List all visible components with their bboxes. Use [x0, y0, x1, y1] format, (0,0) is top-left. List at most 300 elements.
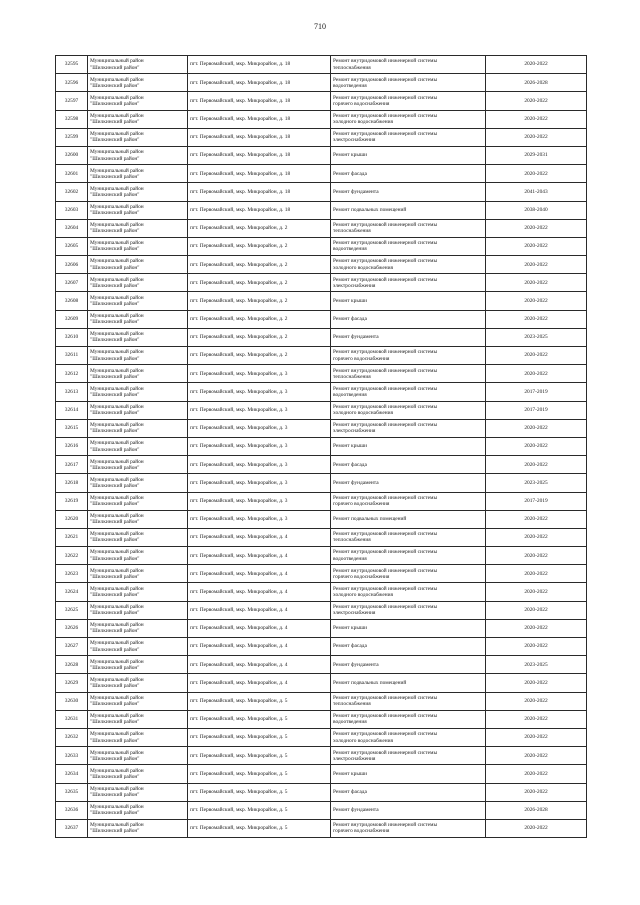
municipality-cell — [88, 274, 188, 292]
work-type-cell — [331, 146, 486, 164]
period-cell: 2020-2022 — [486, 128, 587, 146]
municipality-line: "Шилкинский район" — [90, 682, 140, 689]
work-type-line: электроснабжения — [333, 428, 376, 435]
work-type-line: Ремонт фасада — [333, 170, 367, 177]
municipality-line: Муниципальный район — [90, 349, 144, 356]
municipality-line: Муниципальный район — [90, 567, 144, 574]
registry-table-body — [56, 56, 587, 838]
record-number-cell: 32621 — [56, 528, 88, 546]
period-cell: 2020-2022 — [486, 547, 587, 565]
record-number-cell: 32609 — [56, 310, 88, 328]
municipality-cell — [88, 528, 188, 546]
address-cell: пгт. Первомайский, мкр. Микрорайон, д. 2 — [188, 237, 331, 255]
work-type-cell — [331, 747, 486, 765]
work-type-line: горячего водоснабжения — [333, 828, 390, 835]
municipality-line: Муниципальный район — [90, 240, 144, 247]
work-type-line: Ремонт фасада — [333, 461, 367, 468]
address-cell: пгт. Первомайский, мкр. Микрорайон, д. 5 — [188, 728, 331, 746]
address-cell: пгт. Первомайский, мкр. Микрорайон, д. 3 — [188, 365, 331, 383]
municipality-cell — [88, 747, 188, 765]
municipality-line: Муниципальный район — [90, 549, 144, 556]
municipality-cell — [88, 256, 188, 274]
municipality-cell — [88, 310, 188, 328]
address-cell: пгт. Первомайский, мкр. Микрорайон, д. 4 — [188, 656, 331, 674]
table-row — [56, 783, 587, 801]
municipality-line: Муниципальный район — [90, 731, 144, 738]
table-row — [56, 256, 587, 274]
table-row — [56, 492, 587, 510]
work-type-line: Ремонт крыши — [333, 297, 367, 304]
work-type-line: Ремонт подвальных помещений — [333, 679, 407, 686]
municipality-line: "Шилкинский район" — [90, 137, 140, 144]
work-type-line: Ремонт фундамента — [333, 807, 379, 814]
work-type-line: Ремонт внутридомовой инженерной системы — [333, 494, 438, 501]
municipality-cell — [88, 619, 188, 637]
municipality-line: Муниципальный район — [90, 94, 144, 101]
municipality-line: Муниципальный район — [90, 658, 144, 665]
record-number-cell: 32622 — [56, 547, 88, 565]
work-type-cell — [331, 74, 486, 92]
work-type-cell — [331, 365, 486, 383]
table-row — [56, 310, 587, 328]
period-cell: 2023-2025 — [486, 474, 587, 492]
address-cell: пгт. Первомайский, мкр. Микрорайон, д. 2 — [188, 256, 331, 274]
municipality-cell — [88, 547, 188, 565]
municipality-line: Муниципальный район — [90, 222, 144, 229]
municipality-line: Муниципальный район — [90, 694, 144, 701]
work-type-line: Ремонт внутридомовой инженерной системы — [333, 585, 438, 592]
municipality-line: "Шилкинский район" — [90, 391, 140, 398]
municipality-cell — [88, 128, 188, 146]
work-type-cell — [331, 328, 486, 346]
work-type-line: Ремонт фасада — [333, 788, 367, 795]
municipality-line: Муниципальный район — [90, 822, 144, 829]
municipality-line: "Шилкинский район" — [90, 792, 140, 799]
record-number-cell: 32624 — [56, 583, 88, 601]
work-type-line: Ремонт крыши — [333, 625, 367, 632]
municipality-line: "Шилкинский район" — [90, 373, 140, 380]
municipality-line: "Шилкинский район" — [90, 82, 140, 89]
municipality-cell — [88, 165, 188, 183]
table-row — [56, 146, 587, 164]
municipality-line: "Шилкинский район" — [90, 337, 140, 344]
record-number-cell: 32600 — [56, 146, 88, 164]
record-number-cell: 32597 — [56, 92, 88, 110]
period-cell: 2029-2031 — [486, 146, 587, 164]
work-type-line: Ремонт фундамента — [333, 661, 379, 668]
municipality-line: Муниципальный район — [90, 713, 144, 720]
work-type-line: Ремонт внутридомовой инженерной системы — [333, 749, 438, 756]
record-number-cell: 32628 — [56, 656, 88, 674]
table-row — [56, 347, 587, 365]
municipality-cell — [88, 328, 188, 346]
record-number-cell: 32601 — [56, 165, 88, 183]
record-number-cell: 32630 — [56, 692, 88, 710]
municipality-line: Муниципальный район — [90, 131, 144, 138]
period-cell: 2020-2022 — [486, 165, 587, 183]
record-number-cell: 32619 — [56, 492, 88, 510]
work-type-line: горячего водоснабжения — [333, 100, 390, 107]
address-cell: пгт. Первомайский, мкр. Микрорайон, д. 2 — [188, 292, 331, 310]
work-type-line: Ремонт внутридомовой инженерной системы — [333, 94, 438, 101]
table-row — [56, 56, 587, 74]
period-cell: 2017-2019 — [486, 492, 587, 510]
municipality-line: Муниципальный район — [90, 458, 144, 465]
municipality-line: "Шилкинский район" — [90, 319, 140, 326]
work-type-line: теплоснабжения — [333, 373, 371, 380]
work-type-cell — [331, 819, 486, 837]
municipality-line: Муниципальный район — [90, 604, 144, 611]
work-type-cell — [331, 492, 486, 510]
municipality-line: Муниципальный район — [90, 276, 144, 283]
table-row — [56, 383, 587, 401]
work-type-line: холодного водоснабжения — [333, 264, 393, 271]
address-cell: пгт. Первомайский, мкр. Микрорайон, д. 4 — [188, 583, 331, 601]
work-type-line: Ремонт внутридомовой инженерной системы — [333, 549, 438, 556]
table-row — [56, 401, 587, 419]
period-cell: 2020-2022 — [486, 692, 587, 710]
record-number-cell: 32623 — [56, 565, 88, 583]
table-row — [56, 365, 587, 383]
work-type-cell — [331, 183, 486, 201]
address-cell: пгт. Первомайский, мкр. Микрорайон, д. 18 — [188, 128, 331, 146]
work-type-line: электроснабжения — [333, 610, 376, 617]
address-cell: пгт. Первомайский, мкр. Микрорайон, д. 2 — [188, 310, 331, 328]
municipality-line: Муниципальный район — [90, 258, 144, 265]
period-cell: 2020-2022 — [486, 365, 587, 383]
table-row — [56, 765, 587, 783]
address-cell: пгт. Первомайский, мкр. Микрорайон, д. 3 — [188, 437, 331, 455]
record-number-cell: 32605 — [56, 237, 88, 255]
work-type-line: Ремонт внутридомовой инженерной системы — [333, 385, 438, 392]
municipality-line: "Шилкинский район" — [90, 119, 140, 126]
municipality-line: Муниципальный район — [90, 513, 144, 520]
period-cell: 2020-2022 — [486, 310, 587, 328]
municipality-cell — [88, 638, 188, 656]
municipality-line: "Шилкинский район" — [90, 810, 140, 817]
record-number-cell: 32613 — [56, 383, 88, 401]
record-number-cell: 32633 — [56, 747, 88, 765]
municipality-cell — [88, 110, 188, 128]
period-cell: 2038-2040 — [486, 201, 587, 219]
work-type-cell — [331, 419, 486, 437]
municipality-line: "Шилкинский район" — [90, 155, 140, 162]
address-cell: пгт. Первомайский, мкр. Микрорайон, д. 4 — [188, 674, 331, 692]
address-cell: пгт. Первомайский, мкр. Микрорайон, д. 5 — [188, 819, 331, 837]
municipality-line: Муниципальный район — [90, 185, 144, 192]
municipality-line: "Шилкинский район" — [90, 737, 140, 744]
address-cell: пгт. Первомайский, мкр. Микрорайон, д. 3 — [188, 401, 331, 419]
municipality-cell — [88, 437, 188, 455]
work-type-cell — [331, 437, 486, 455]
period-cell: 2023-2025 — [486, 656, 587, 674]
work-type-cell — [331, 274, 486, 292]
period-cell: 2020-2022 — [486, 583, 587, 601]
work-type-line: водоотведения — [333, 555, 367, 562]
table-row — [56, 638, 587, 656]
work-type-line: холодного водоснабжения — [333, 737, 393, 744]
municipality-cell — [88, 601, 188, 619]
period-cell: 2017-2019 — [486, 383, 587, 401]
period-cell: 2020-2022 — [486, 783, 587, 801]
table-row — [56, 656, 587, 674]
address-cell: пгт. Первомайский, мкр. Микрорайон, д. 18 — [188, 92, 331, 110]
municipality-cell — [88, 474, 188, 492]
record-number-cell: 32637 — [56, 819, 88, 837]
work-type-line: Ремонт внутридомовой инженерной системы — [333, 222, 438, 229]
work-type-line: Ремонт внутридомовой инженерной системы — [333, 112, 438, 119]
record-number-cell: 32616 — [56, 437, 88, 455]
address-cell: пгт. Первомайский, мкр. Микрорайон, д. 4 — [188, 638, 331, 656]
work-type-line: холодного водоснабжения — [333, 592, 393, 599]
municipality-line: "Шилкинский район" — [90, 228, 140, 235]
work-type-cell — [331, 601, 486, 619]
work-type-cell — [331, 201, 486, 219]
municipality-line: "Шилкинский район" — [90, 701, 140, 708]
work-type-line: Ремонт внутридомовой инженерной системы — [333, 349, 438, 356]
table-row — [56, 165, 587, 183]
work-type-cell — [331, 383, 486, 401]
period-cell: 2020-2022 — [486, 638, 587, 656]
work-type-cell — [331, 92, 486, 110]
period-cell: 2026-2028 — [486, 801, 587, 819]
address-cell: пгт. Первомайский, мкр. Микрорайон, д. 3 — [188, 510, 331, 528]
record-number-cell: 32607 — [56, 274, 88, 292]
record-number-cell: 32610 — [56, 328, 88, 346]
work-type-line: водоотведения — [333, 246, 367, 253]
municipality-cell — [88, 219, 188, 237]
municipality-cell — [88, 74, 188, 92]
record-number-cell: 32627 — [56, 638, 88, 656]
municipality-cell — [88, 401, 188, 419]
table-row — [56, 547, 587, 565]
period-cell: 2020-2022 — [486, 619, 587, 637]
municipality-line: Муниципальный район — [90, 149, 144, 156]
period-cell: 2026-2028 — [486, 74, 587, 92]
work-type-line: Ремонт фасада — [333, 316, 367, 323]
work-type-line: электроснабжения — [333, 137, 376, 144]
municipality-line: Муниципальный район — [90, 313, 144, 320]
period-cell: 2020-2022 — [486, 274, 587, 292]
table-row — [56, 528, 587, 546]
municipality-line: Муниципальный район — [90, 622, 144, 629]
work-type-cell — [331, 256, 486, 274]
record-number-cell: 32604 — [56, 219, 88, 237]
municipality-cell — [88, 710, 188, 728]
work-type-line: Ремонт внутридомовой инженерной системы — [333, 822, 438, 829]
municipality-line: Муниципальный район — [90, 476, 144, 483]
period-cell: 2020-2022 — [486, 728, 587, 746]
municipality-line: "Шилкинский район" — [90, 628, 140, 635]
municipality-line: Муниципальный район — [90, 767, 144, 774]
municipality-cell — [88, 692, 188, 710]
address-cell: пгт. Первомайский, мкр. Микрорайон, д. 18 — [188, 56, 331, 74]
work-type-line: горячего водоснабжения — [333, 355, 390, 362]
table-row — [56, 92, 587, 110]
address-cell: пгт. Первомайский, мкр. Микрорайон, д. 18 — [188, 74, 331, 92]
work-type-line: теплоснабжения — [333, 228, 371, 235]
municipality-cell — [88, 801, 188, 819]
table-row — [56, 328, 587, 346]
record-number-cell: 32631 — [56, 710, 88, 728]
municipality-cell — [88, 510, 188, 528]
table-row — [56, 510, 587, 528]
municipality-line: "Шилкинский район" — [90, 555, 140, 562]
municipality-line: Муниципальный район — [90, 58, 144, 65]
address-cell: пгт. Первомайский, мкр. Микрорайон, д. 2 — [188, 219, 331, 237]
period-cell: 2020-2022 — [486, 674, 587, 692]
record-number-cell: 32595 — [56, 56, 88, 74]
period-cell: 2041-2043 — [486, 183, 587, 201]
address-cell: пгт. Первомайский, мкр. Микрорайон, д. 3 — [188, 492, 331, 510]
table-row — [56, 819, 587, 837]
record-number-cell: 32598 — [56, 110, 88, 128]
municipality-line: Муниципальный район — [90, 331, 144, 338]
record-number-cell: 32606 — [56, 256, 88, 274]
address-cell: пгт. Первомайский, мкр. Микрорайон, д. 4 — [188, 565, 331, 583]
municipality-line: Муниципальный район — [90, 640, 144, 647]
municipality-line: "Шилкинский район" — [90, 446, 140, 453]
municipality-line: "Шилкинский район" — [90, 100, 140, 107]
municipality-cell — [88, 347, 188, 365]
work-type-line: Ремонт внутридомовой инженерной системы — [333, 403, 438, 410]
table-row — [56, 619, 587, 637]
address-cell: пгт. Первомайский, мкр. Микрорайон, д. 2 — [188, 347, 331, 365]
work-type-cell — [331, 474, 486, 492]
municipality-line: Муниципальный район — [90, 294, 144, 301]
table-row — [56, 692, 587, 710]
municipality-line: Муниципальный район — [90, 385, 144, 392]
table-row — [56, 565, 587, 583]
municipality-cell — [88, 419, 188, 437]
work-type-cell — [331, 528, 486, 546]
period-cell: 2020-2022 — [486, 292, 587, 310]
municipality-line: Муниципальный район — [90, 422, 144, 429]
table-row — [56, 128, 587, 146]
address-cell: пгт. Первомайский, мкр. Микрорайон, д. 18 — [188, 165, 331, 183]
municipality-line: "Шилкинский район" — [90, 755, 140, 762]
municipality-line: "Шилкинский район" — [90, 264, 140, 271]
municipality-line: "Шилкинский район" — [90, 464, 140, 471]
address-cell: пгт. Первомайский, мкр. Микрорайон, д. 3 — [188, 474, 331, 492]
work-type-cell — [331, 347, 486, 365]
work-type-cell — [331, 310, 486, 328]
municipality-line: "Шилкинский район" — [90, 282, 140, 289]
work-type-line: Ремонт подвальных помещений — [333, 516, 407, 523]
municipality-cell — [88, 728, 188, 746]
record-number-cell: 32636 — [56, 801, 88, 819]
municipality-line: "Шилкинский район" — [90, 537, 140, 544]
address-cell: пгт. Первомайский, мкр. Микрорайон, д. 5 — [188, 765, 331, 783]
work-type-line: Ремонт внутридомовой инженерной системы — [333, 694, 438, 701]
municipality-line: "Шилкинский район" — [90, 573, 140, 580]
period-cell: 2020-2022 — [486, 219, 587, 237]
municipality-line: Муниципальный район — [90, 403, 144, 410]
work-type-line: водоотведения — [333, 82, 367, 89]
address-cell: пгт. Первомайский, мкр. Микрорайон, д. 2 — [188, 328, 331, 346]
address-cell: пгт. Первомайский, мкр. Микрорайон, д. 3 — [188, 419, 331, 437]
municipality-cell — [88, 201, 188, 219]
page-number: 710 — [314, 22, 326, 31]
address-cell: пгт. Первомайский, мкр. Микрорайон, д. 5 — [188, 783, 331, 801]
table-row — [56, 674, 587, 692]
record-number-cell: 32635 — [56, 783, 88, 801]
record-number-cell: 32615 — [56, 419, 88, 437]
address-cell: пгт. Первомайский, мкр. Микрорайон, д. 4 — [188, 547, 331, 565]
work-type-cell — [331, 710, 486, 728]
municipality-line: Муниципальный район — [90, 531, 144, 538]
municipality-cell — [88, 583, 188, 601]
municipality-line: "Шилкинский район" — [90, 428, 140, 435]
work-type-cell — [331, 56, 486, 74]
work-type-cell — [331, 656, 486, 674]
municipality-line: Муниципальный район — [90, 367, 144, 374]
work-type-cell — [331, 128, 486, 146]
work-type-line: Ремонт внутридомовой инженерной системы — [333, 731, 438, 738]
period-cell: 2023-2025 — [486, 328, 587, 346]
work-type-line: водоотведения — [333, 719, 367, 726]
municipality-cell — [88, 492, 188, 510]
period-cell: 2020-2022 — [486, 601, 587, 619]
municipality-line: "Шилкинский район" — [90, 301, 140, 308]
municipality-cell — [88, 365, 188, 383]
address-cell: пгт. Первомайский, мкр. Микрорайон, д. 5 — [188, 692, 331, 710]
record-number-cell: 32629 — [56, 674, 88, 692]
municipality-cell — [88, 146, 188, 164]
municipality-cell — [88, 656, 188, 674]
record-number-cell: 32603 — [56, 201, 88, 219]
period-cell: 2020-2022 — [486, 528, 587, 546]
period-cell: 2020-2022 — [486, 565, 587, 583]
work-type-line: Ремонт крыши — [333, 443, 367, 450]
municipality-line: Муниципальный район — [90, 749, 144, 756]
record-number-cell: 32608 — [56, 292, 88, 310]
address-cell: пгт. Первомайский, мкр. Микрорайон, д. 4 — [188, 601, 331, 619]
municipality-cell — [88, 456, 188, 474]
work-type-line: Ремонт крыши — [333, 152, 367, 159]
municipality-line: Муниципальный район — [90, 203, 144, 210]
work-type-line: Ремонт внутридомовой инженерной системы — [333, 276, 438, 283]
work-type-line: Ремонт внутридомовой инженерной системы — [333, 76, 438, 83]
period-cell: 2020-2022 — [486, 765, 587, 783]
work-type-line: Ремонт внутридомовой инженерной системы — [333, 367, 438, 374]
address-cell: пгт. Первомайский, мкр. Микрорайон, д. 18 — [188, 201, 331, 219]
work-type-line: Ремонт фундамента — [333, 188, 379, 195]
record-number-cell: 32612 — [56, 365, 88, 383]
table-row — [56, 74, 587, 92]
municipality-cell — [88, 783, 188, 801]
table-row — [56, 292, 587, 310]
address-cell: пгт. Первомайский, мкр. Микрорайон, д. 3 — [188, 383, 331, 401]
municipality-line: "Шилкинский район" — [90, 246, 140, 253]
municipality-line: "Шилкинский район" — [90, 410, 140, 417]
address-cell: пгт. Первомайский, мкр. Микрорайон, д. 2 — [188, 274, 331, 292]
municipality-line: Муниципальный район — [90, 785, 144, 792]
municipality-cell — [88, 237, 188, 255]
work-type-line: горячего водоснабжения — [333, 573, 390, 580]
work-type-cell — [331, 638, 486, 656]
work-type-cell — [331, 674, 486, 692]
work-type-line: теплоснабжения — [333, 64, 371, 71]
work-type-line: теплоснабжения — [333, 701, 371, 708]
table-row — [56, 456, 587, 474]
municipality-line: "Шилкинский район" — [90, 501, 140, 508]
municipality-line: "Шилкинский район" — [90, 773, 140, 780]
table-row — [56, 201, 587, 219]
work-type-cell — [331, 510, 486, 528]
period-cell: 2020-2022 — [486, 237, 587, 255]
work-type-cell — [331, 619, 486, 637]
